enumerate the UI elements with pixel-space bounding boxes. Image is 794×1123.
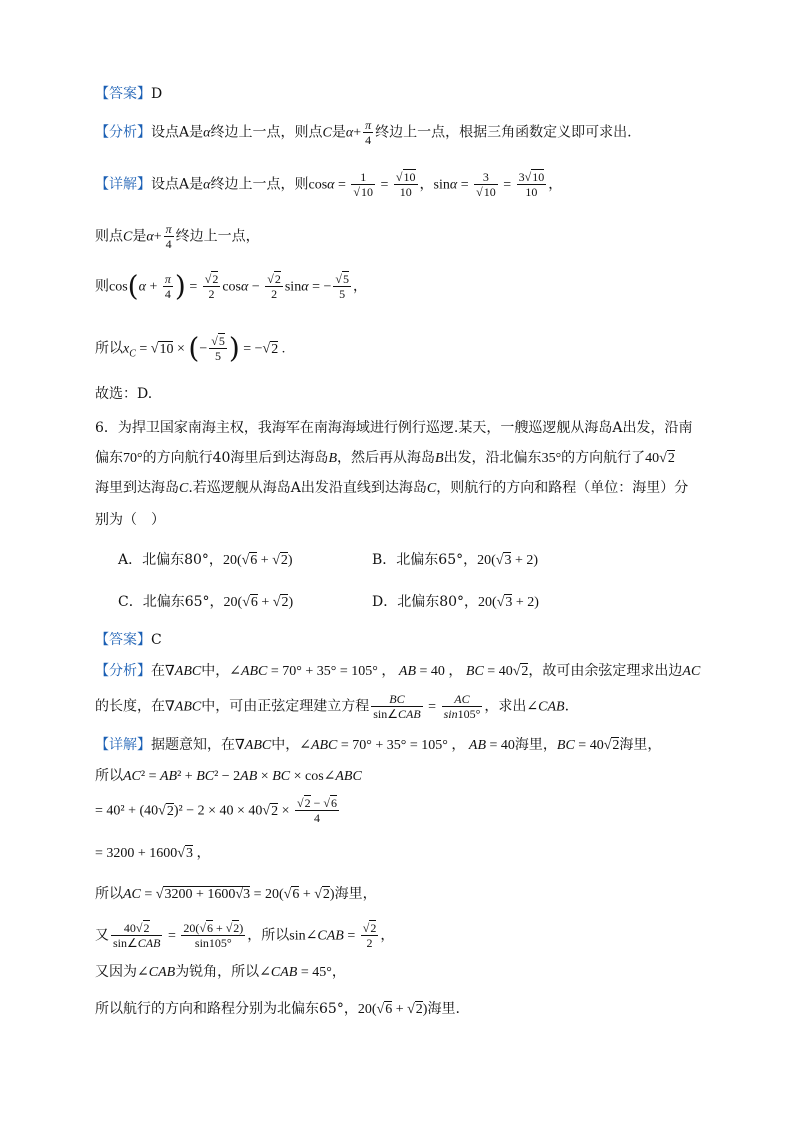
text: 则 [95, 278, 109, 295]
answer-value: C [151, 632, 162, 648]
q5-answer-line [95, 84, 162, 104]
text: 终边上一点，则点 [210, 124, 323, 141]
q5-line4: 所以$x_C = √10$ × (− $\frac{√5}{5}$ ) = −√2 . [95, 331, 286, 365]
text: 是 [331, 124, 346, 141]
q5-line3: 则cos(α + $\frac{\pi}{4}$ ) = $\frac{√2}{2}$ cosα − $\frac{√2}{2}$ sinα = − $\frac{√5}{5}$ ， [95, 269, 367, 303]
q6-detail-5: 所以AC = √3200 + 1600√3 = 20(√6 + √2)海里， [95, 886, 377, 902]
text: 的方向航行40海里后到达海岛 [142, 450, 329, 466]
detail-tag: 【详解】 [95, 176, 151, 193]
text: 的方向航行了 [561, 450, 646, 466]
text: 偏东 [95, 450, 123, 466]
text: ，则航行的方向和路程（单位：海里）分 [436, 480, 689, 496]
text: ， [331, 964, 346, 980]
q6-analysis-1: 【分析】在∇ABC中，∠ABC = 70° + 35° = 105° ， AB = 40 ， BC = 40√2，故可由余弦定理求出边AC [95, 663, 701, 679]
text: 海里到达海岛 [95, 480, 179, 496]
text: A．北偏东80°， [118, 552, 223, 568]
option-a: A．北偏东80°，20(√6 + √2) [118, 552, 293, 568]
q5-conclusion: 故选：D. [95, 386, 153, 402]
q6-stem-4: 别为（ ） [95, 512, 165, 528]
text: 又因为 [95, 964, 137, 980]
text: 中， [201, 663, 230, 679]
text: C．北偏东65°， [118, 594, 224, 610]
text: 所以 [95, 886, 123, 902]
text: D．北偏东80°， [372, 594, 479, 610]
answer-tag: 【答案】 [95, 86, 151, 102]
text: . [564, 698, 570, 715]
text: 设点A是 [151, 124, 204, 141]
q6-detail-4: = 3200 + 1600√3 ， [95, 846, 211, 861]
analysis-tag: 【分析】 [95, 124, 151, 141]
text: 的长度，在 [95, 698, 165, 715]
answer-value: D [151, 86, 163, 102]
option-c: C．北偏东65°，20(√6 + √2) [118, 594, 294, 610]
text: 海里， [514, 737, 557, 753]
text: .若巡逻舰从海岛A出发沿直线到达海岛 [188, 480, 427, 496]
q6-detail-2: 所以AC² = AB² + BC² − 2AB × BC × cos∠ABC [95, 768, 362, 784]
option-d: D．北偏东80°，20(√3 + 2) [372, 594, 539, 610]
text: 出发，沿北偏东 [443, 450, 542, 466]
q6-answer-line [95, 630, 162, 650]
text: ，所以 [247, 927, 290, 944]
text: 设点A是 [151, 176, 204, 193]
text: 又 [95, 927, 109, 944]
q6-stem-3: 海里到达海岛C.若巡逻舰从海岛A出发沿直线到达海岛C，则航行的方向和路程（单位：海里）分 [95, 480, 689, 496]
text: ， [419, 176, 434, 193]
text: B．北偏东65°， [372, 552, 478, 568]
q6-detail-7: 又因为∠CAB为锐角，所以∠CAB = 45°， [95, 964, 346, 980]
q5-analysis-line: 【分析】设点A是α终边上一点，则点C是α+ $\frac{\pi}{4}$ 终边上一点，根据三角函数定义即可求出. [95, 118, 632, 147]
text: ，然后再从海岛 [337, 450, 435, 466]
text: 在 [151, 663, 165, 679]
option-b: B．北偏东65°，20(√3 + 2) [372, 552, 539, 568]
text: 所以航行的方向和路程分别为北偏东65°， [95, 1001, 358, 1017]
text: ， [380, 927, 395, 944]
q6-detail-1: 【详解】据题意知，在∇ABC中，∠ABC = 70° + 35° = 105° ， AB = 40海里，BC = 40√2海里， [95, 737, 662, 753]
analysis-tag: 【分析】 [95, 663, 151, 679]
text: 则点 [95, 228, 123, 245]
q6-analysis-2: 的长度，在∇ABC中，可由正弦定理建立方程 $\frac{BC}{\text{sin∠CAB}}$ = $\frac{AC}{\sin 105^\circ}$ ，求出∠CAB. [95, 692, 570, 721]
text: 中，可由正弦定理建立方程 [201, 698, 370, 715]
q6-detail-3: = 40² + (40√2)² − 2 × 40 × 40√2 × $\frac{√2 - √6}{4}$ [95, 796, 337, 825]
detail-tag: 【详解】 [95, 737, 151, 753]
text: ，故可由余弦定理求出边 [528, 663, 683, 679]
q5-detail-line: 【详解】设点A是α终边上一点，则cosα = $\frac{1}{√10}$ = $\frac{√10}{10}$ ，sinα = $\frac{3}{√10}$ = $\frac{3√10}{10}$ ， [95, 170, 563, 199]
q5-line2: 则点C是α+ $\frac{\pi}{4}$ 终边上一点， [95, 222, 260, 251]
text: 据题意知，在 [151, 737, 235, 753]
text: 海里， [619, 737, 662, 753]
text: 终边上一点，则 [210, 176, 309, 193]
q6-stem-1: 6．为捍卫国家南海主权，我海军在南海海域进行例行巡逻.某天，一艘巡逻舰从海岛A出发，沿南 [95, 420, 693, 436]
text: 为锐角，所以 [175, 964, 260, 980]
text: 是 [132, 228, 147, 245]
text: 终边上一点，根据三角函数定义即可求出. [375, 124, 632, 141]
q6-detail-6: 又 $\frac{40√2}{\text{sin∠CAB}}$ = $\frac{20(√6 + √2)}{\sin 105^\circ}$ ，所以sin∠CAB = $\frac{√2}{2}$ ， [95, 921, 395, 950]
text: ，求出 [484, 698, 527, 715]
text: 海里. [427, 1001, 460, 1017]
text: 海里， [334, 886, 377, 902]
answer-tag: 【答案】 [95, 632, 151, 648]
q6-stem-2: 偏东70°的方向航行40海里后到达海岛B，然后再从海岛B出发，沿北偏东35°的方向航行了40√2 [95, 450, 675, 466]
text: 终边上一点， [175, 228, 260, 245]
text: 所以 [95, 768, 123, 784]
q6-detail-8: 所以航行的方向和路程分别为北偏东65°，20(√6 + √2)海里. [95, 1001, 460, 1017]
text: 中， [271, 737, 300, 753]
text: 所以 [95, 340, 123, 357]
